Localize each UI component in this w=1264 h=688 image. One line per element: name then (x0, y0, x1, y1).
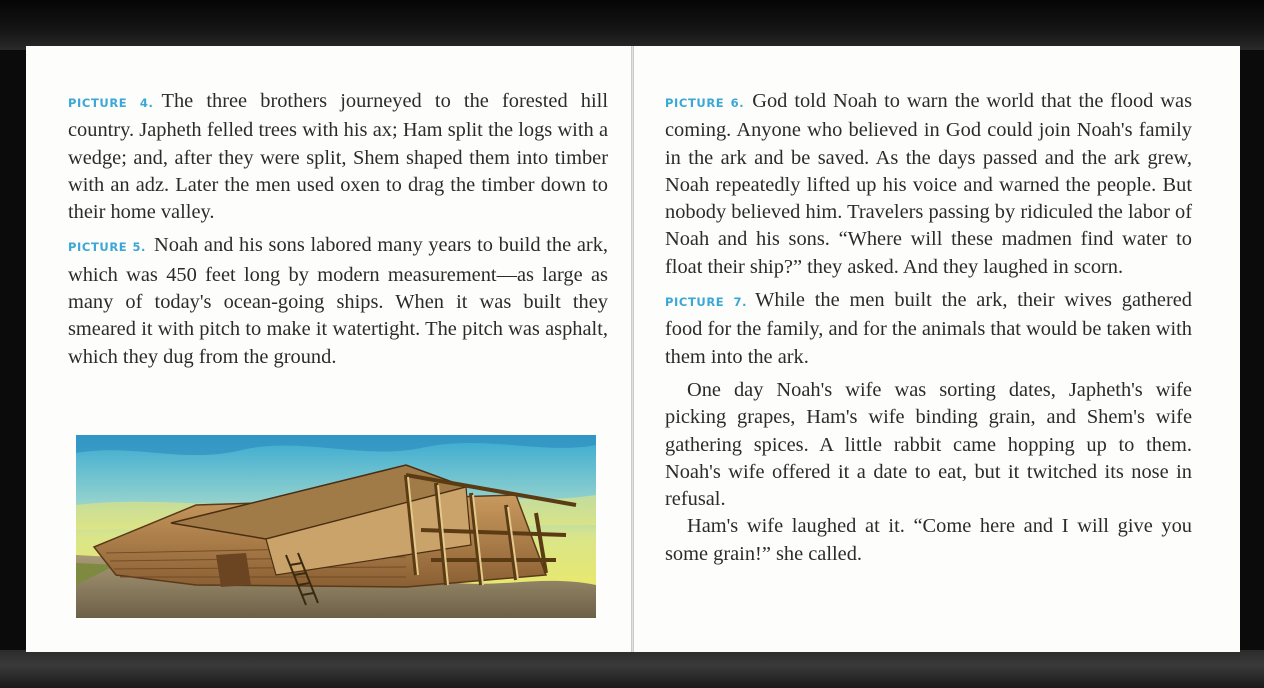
picture-6-label: PICTURE 6. (665, 96, 745, 110)
picture-5-paragraph (68, 232, 608, 370)
picture-4-label: PICTURE 4. (68, 96, 154, 110)
left-page (26, 46, 632, 652)
right-text-column (665, 88, 1192, 568)
picture-7-label: PICTURE 7. (665, 295, 748, 310)
picture-4-text: The three brothers journeyed to the forested hill country. Japheth felled trees with his ax; Ham split the logs with a wedge; and, after they were split, Shem shaped them into timber with an adz. Later the men used oxen to drag the timber down to their home valley. (68, 90, 609, 224)
picture-6-text: God told Noah to warn the world that the flood was coming. Anyone who believed in God could join Noah's family in the ark and be saved. As the days passed and the ark grew, Noah repeatedly lifted up his voice and warned the people. But nobody believed him. Travelers passing by ridiculed the labor of Noah and his sons. “Where will these madmen find water to float their ship?” they asked. And they laughed in scorn. (665, 90, 1192, 278)
picture-7-paragraph (665, 287, 1192, 371)
picture-6-paragraph (665, 88, 1192, 281)
picture-7-text: While the men built the ark, their wives gathered food for the family, and for the animals that would be taken with them into the ark. (665, 289, 1192, 368)
story-paragraph-1: One day Noah's wife was sorting dates, Japheth's wife picking grapes, Ham's wife binding grain, and Shem's wife gathering spices. A little rabbit came hopping up to them. Noah's wife offered it a date to eat, but it twitched its nose in refusal. (665, 378, 1192, 511)
scan-top-edge (0, 0, 1264, 50)
left-text-column (68, 88, 608, 377)
picture-5-label: PICTURE 5. (68, 240, 147, 255)
picture-5-text: Noah and his sons labored many years to build the ark, which was 450 feet long by modern measurement—as large as many of today's ocean-going ships. When it was built they smeared it with pitch to make it watertight. The pitch was asphalt, which they dug from the ground. (68, 234, 608, 368)
picture-4-paragraph (68, 88, 608, 226)
ark-illustration (76, 435, 596, 618)
scan-bottom-edge (0, 650, 1264, 688)
story-paragraph-2: Ham's wife laughed at it. “Come here and I will give you some grain!” she called. (665, 515, 1192, 565)
right-page (634, 46, 1240, 652)
